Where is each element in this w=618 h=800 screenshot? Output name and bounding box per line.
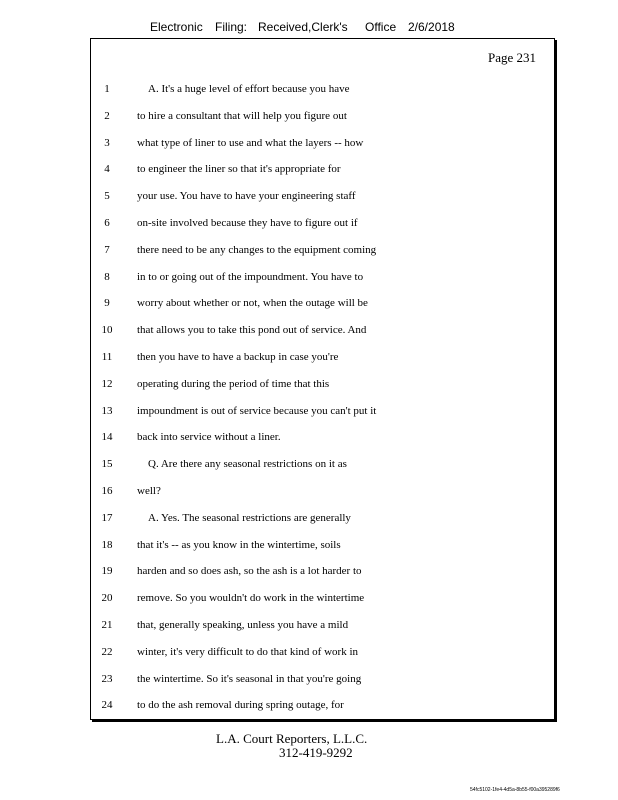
- line-text: operating during the period of time that this: [137, 377, 330, 390]
- line-number: 2: [104, 109, 110, 122]
- transcript-line: [0, 509, 618, 527]
- transcript-line: [0, 643, 618, 661]
- line-text: on-site involved because they have to figure out if: [137, 217, 358, 229]
- line-text: remove. So you wouldn't do work in the wintertime: [137, 592, 365, 605]
- transcript-line: [0, 428, 618, 446]
- line-number: 21: [101, 619, 113, 631]
- line-number: 18: [101, 538, 113, 551]
- line-number: 5: [104, 190, 110, 203]
- transcript-line: [0, 696, 618, 714]
- transcript-line: [0, 402, 618, 420]
- line-text: well?: [137, 485, 161, 497]
- footer-phone: 312-419-9292: [279, 745, 353, 760]
- transcript-line: [0, 562, 618, 580]
- line-text: worry about whether or not, when the outage will be: [137, 297, 368, 310]
- line-number: 10: [101, 324, 113, 337]
- transcript-line: [0, 187, 618, 205]
- line-number: 17: [101, 511, 113, 524]
- filing-header-electronic: Electronic: [150, 20, 203, 34]
- line-text: Q. Are there any seasonal restrictions on it as: [148, 458, 347, 471]
- filing-header-office: Office: [365, 20, 397, 34]
- transcript-line: [0, 670, 618, 688]
- line-text: to engineer the liner so that it's appropriate for: [137, 163, 341, 176]
- line-number: 13: [101, 404, 113, 417]
- filing-header-received: Received,Clerk's: [258, 20, 348, 34]
- transcript-line: [0, 321, 618, 339]
- line-text: winter, it's very difficult to do that kind of work in: [137, 645, 358, 658]
- line-text: your use. You have to have your engineering staff: [137, 190, 356, 203]
- line-number: 4: [104, 163, 110, 176]
- line-text: to hire a consultant that will help you figure out: [137, 109, 347, 122]
- line-number: 16: [101, 485, 113, 497]
- transcript-line: [0, 268, 618, 286]
- document-id: 54fc5102-1fe4-4d5a-8b55-f00a395289f6: [470, 787, 560, 793]
- line-number: 23: [101, 672, 113, 685]
- transcript-line: [0, 536, 618, 554]
- line-number: 12: [101, 377, 113, 390]
- line-number: 22: [101, 645, 113, 658]
- line-text: that it's -- as you know in the wintertime, soils: [137, 538, 341, 551]
- transcript-line: [0, 134, 618, 152]
- line-text: that allows you to take this pond out of service. And: [137, 324, 367, 337]
- line-number: 6: [104, 217, 110, 229]
- transcript-line: [0, 80, 618, 98]
- line-number: 1: [104, 83, 110, 95]
- line-text: to do the ash removal during spring outage, for: [137, 699, 344, 712]
- transcript-line: [0, 589, 618, 607]
- line-number: 7: [104, 243, 110, 256]
- transcript-line: [0, 482, 618, 500]
- line-number: 19: [101, 565, 113, 578]
- line-number: 15: [101, 458, 113, 471]
- line-number: 24: [101, 699, 113, 712]
- line-number: 8: [104, 270, 110, 283]
- footer-company: L.A. Court Reporters, L.L.C.: [216, 731, 368, 746]
- transcript-line: [0, 375, 618, 393]
- line-number: 3: [104, 136, 110, 149]
- transcript-line: [0, 160, 618, 178]
- line-number: 14: [101, 431, 113, 444]
- line-text: that, generally speaking, unless you have a mild: [137, 619, 349, 631]
- line-text: A. Yes. The seasonal restrictions are generally: [148, 511, 351, 524]
- transcript-line: [0, 107, 618, 125]
- line-text: A. It's a huge level of effort because you have: [148, 83, 350, 95]
- transcript-line: [0, 294, 618, 312]
- transcript-line: [0, 616, 618, 634]
- line-text: harden and so does ash, so the ash is a lot harder to: [137, 565, 362, 578]
- line-text: then you have to have a backup in case you're: [137, 351, 339, 363]
- line-text: there need to be any changes to the equipment coming: [137, 243, 377, 256]
- transcript-line: [0, 455, 618, 473]
- line-text: what type of liner to use and what the layers -- how: [137, 136, 364, 149]
- filing-header-date: 2/6/2018: [408, 20, 455, 34]
- line-text: in to or going out of the impoundment. You have to: [137, 270, 364, 283]
- line-number: 9: [104, 297, 110, 310]
- line-number: 20: [101, 592, 113, 605]
- line-text: the wintertime. So it's seasonal in that you're going: [137, 672, 362, 685]
- line-number: 11: [101, 351, 113, 363]
- filing-header-filing: Filing:: [215, 20, 248, 34]
- transcript-line: [0, 241, 618, 259]
- transcript-line: [0, 214, 618, 232]
- line-text: back into service without a liner.: [137, 431, 281, 444]
- line-text: impoundment is out of service because you can't put it: [137, 404, 377, 417]
- transcript-line: [0, 348, 618, 366]
- page-number: Page 231: [487, 50, 536, 65]
